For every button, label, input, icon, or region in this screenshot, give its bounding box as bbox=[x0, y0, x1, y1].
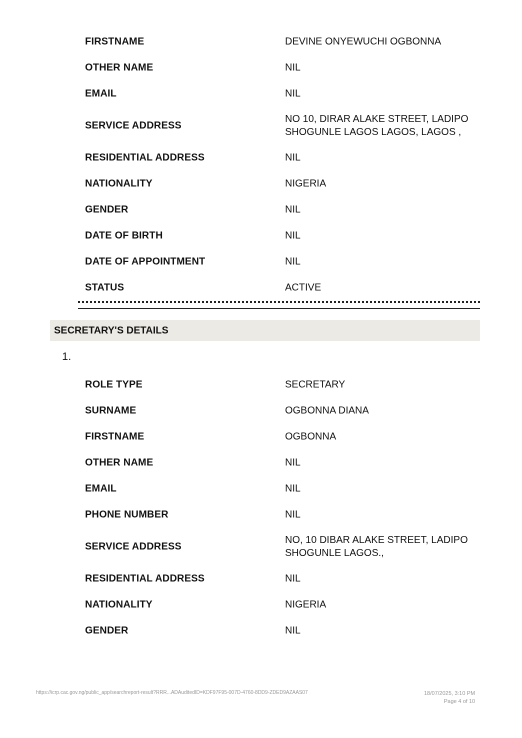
field-label: RESIDENTIAL ADDRESS bbox=[85, 152, 205, 164]
solid-divider bbox=[78, 308, 480, 309]
field-label: DATE OF BIRTH bbox=[85, 230, 163, 242]
field-value: NO, 10 DIBAR ALAKE STREET, LADIPO SHOGUNLE LAGOS., bbox=[285, 535, 468, 559]
field-row-gender bbox=[0, 197, 522, 223]
field-value: NIL bbox=[285, 483, 301, 495]
field-label: OTHER NAME bbox=[85, 457, 154, 469]
field-label: FIRSTNAME bbox=[85, 431, 145, 443]
field-row-service-address bbox=[0, 113, 522, 139]
field-row-other-name bbox=[0, 450, 522, 476]
field-row-residential-address bbox=[0, 566, 522, 592]
field-label: GENDER bbox=[85, 625, 129, 637]
field-value: NO 10, DIRAR ALAKE STREET, LADIPO SHOGUNLE LAGOS LAGOS, LAGOS , bbox=[285, 114, 469, 138]
field-row-status bbox=[0, 275, 522, 301]
field-value: NIL bbox=[285, 457, 301, 469]
field-label: FIRSTNAME bbox=[85, 36, 145, 48]
field-row-service-address bbox=[0, 534, 522, 560]
field-value: NIL bbox=[285, 509, 301, 521]
field-value: NIL bbox=[285, 204, 301, 216]
footer-url: https://icrp.cac.gov.ng/public_app/searchreport-result?RRR...ADAuditedID=KDF97F95-007D-4760-8DD9-ZDED9AZAAS07 bbox=[36, 690, 308, 696]
field-label: SERVICE ADDRESS bbox=[85, 120, 182, 132]
field-label: GENDER bbox=[85, 204, 129, 216]
field-row-nationality bbox=[0, 592, 522, 618]
section-title: SECRETARY'S DETAILS bbox=[54, 325, 169, 336]
field-value: OGBONNA DIANA bbox=[285, 405, 369, 417]
field-value: NIL bbox=[285, 573, 301, 585]
section-header bbox=[50, 320, 480, 341]
field-value: NIGERIA bbox=[285, 178, 327, 190]
field-value: NIL bbox=[285, 230, 301, 242]
field-row-role-type bbox=[0, 372, 522, 398]
footer-page-number: Page 4 of 10 bbox=[443, 699, 476, 705]
field-label: NATIONALITY bbox=[85, 178, 153, 190]
field-label: RESIDENTIAL ADDRESS bbox=[85, 573, 205, 585]
footer-date: 18/07/2025, 3:10 PM bbox=[424, 691, 476, 697]
field-label: OTHER NAME bbox=[85, 62, 154, 74]
field-label: EMAIL bbox=[85, 483, 117, 495]
field-row-firstname bbox=[0, 424, 522, 450]
field-label: PHONE NUMBER bbox=[85, 509, 169, 521]
field-value: DEVINE ONYEWUCHI OGBONNA bbox=[285, 36, 442, 48]
field-label: ROLE TYPE bbox=[85, 379, 143, 391]
field-row-surname bbox=[0, 398, 522, 424]
field-label: NATIONALITY bbox=[85, 599, 153, 611]
field-row-phone-number bbox=[0, 502, 522, 528]
field-row-firstname bbox=[0, 29, 522, 55]
field-value: NIL bbox=[285, 152, 301, 164]
dotted-divider bbox=[78, 301, 480, 303]
field-row-email bbox=[0, 476, 522, 502]
field-row-nationality bbox=[0, 171, 522, 197]
field-label: DATE OF APPOINTMENT bbox=[85, 256, 206, 268]
field-row-date-of-birth bbox=[0, 223, 522, 249]
field-value: ACTIVE bbox=[285, 282, 322, 294]
field-value: SECRETARY bbox=[285, 379, 346, 391]
field-row-date-of-appointment bbox=[0, 249, 522, 275]
field-label: SURNAME bbox=[85, 405, 137, 417]
item-number: 1. bbox=[62, 351, 72, 363]
field-row-email bbox=[0, 81, 522, 107]
footer-meta bbox=[424, 690, 475, 706]
field-value: NIL bbox=[285, 62, 301, 74]
field-value: NIL bbox=[285, 256, 301, 268]
field-row-residential-address bbox=[0, 145, 522, 171]
field-value: OGBONNA bbox=[285, 431, 337, 443]
field-row-other-name bbox=[0, 55, 522, 81]
field-value: NIGERIA bbox=[285, 599, 327, 611]
field-label: EMAIL bbox=[85, 88, 117, 100]
field-label: SERVICE ADDRESS bbox=[85, 541, 182, 553]
field-value: NIL bbox=[285, 88, 301, 100]
field-row-gender bbox=[0, 618, 522, 644]
field-label: STATUS bbox=[85, 282, 125, 294]
field-value: NIL bbox=[285, 625, 301, 637]
